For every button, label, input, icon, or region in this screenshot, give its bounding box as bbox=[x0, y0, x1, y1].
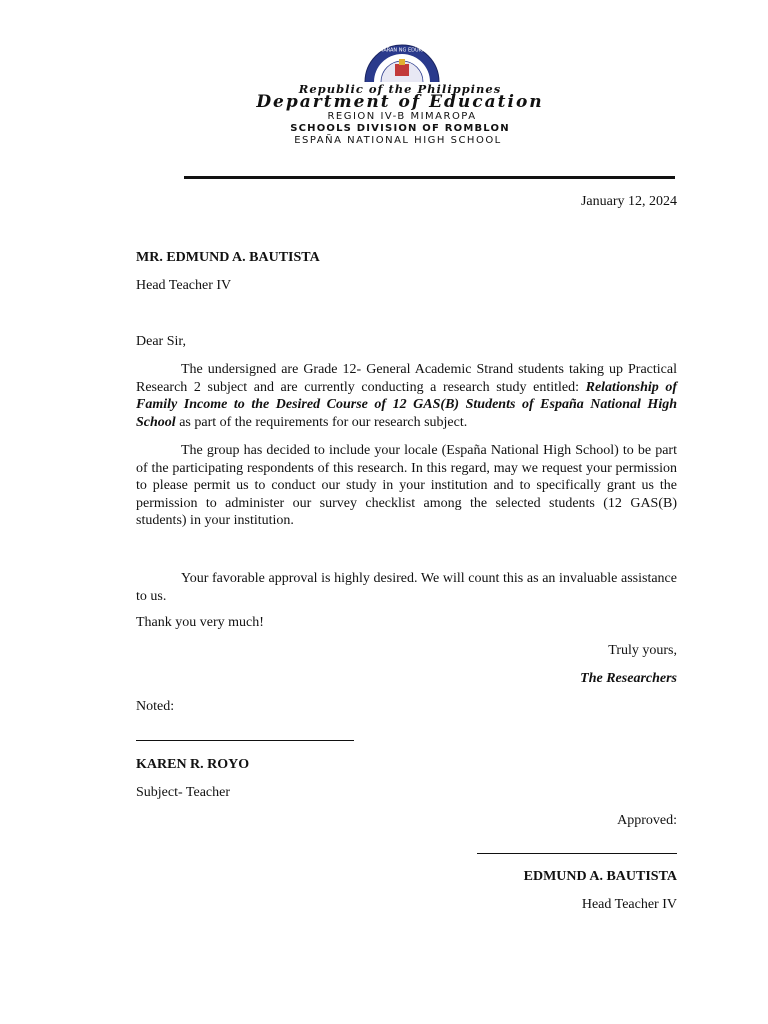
noted-label: Noted: bbox=[136, 699, 175, 714]
seal-text: KAGAWARAN NG EDUKASYON bbox=[365, 47, 439, 54]
approved-label: Approved: bbox=[617, 813, 677, 828]
region-line: REGION IV-B MIMAROPA bbox=[327, 111, 477, 122]
department-line: Department of Education bbox=[256, 92, 544, 112]
research-title: Relationship of Family Income to the Desired Course of 12 GAS(B) Students of España National High School bbox=[136, 379, 677, 430]
approved-name: EDMUND A. BAUTISTA bbox=[523, 869, 677, 884]
thanks-line: Thank you very much! bbox=[136, 615, 264, 630]
salutation: Dear Sir, bbox=[136, 334, 186, 349]
recipient-title: Head Teacher IV bbox=[136, 278, 232, 293]
school-line: ESPAÑA NATIONAL HIGH SCHOOL bbox=[294, 135, 502, 146]
noted-name: KAREN R. ROYO bbox=[136, 757, 250, 772]
header-divider bbox=[184, 176, 675, 179]
paragraph-3 bbox=[136, 570, 677, 605]
noted-title: Subject- Teacher bbox=[136, 785, 230, 800]
paragraph-2 bbox=[136, 442, 677, 530]
approved-title: Head Teacher IV bbox=[581, 897, 677, 912]
approved-signature-line bbox=[477, 853, 677, 854]
paragraph-1 bbox=[136, 361, 677, 431]
paragraph-2-text: The group has decided to include your locale (España National High School) to be part of the participating respondents of this research. In this regard, may we request your permission to please permit us to conduct our study in your institution and to specifically grant us the permission to administer our survey checklist among the selected students (12 GAS(B) students) in your institution. bbox=[136, 443, 677, 528]
paragraph-3-text: Your favorable approval is highly desired. We will count this as an invaluable assistance to us. bbox=[136, 571, 677, 604]
paragraph-1-start: The undersigned are Grade 12- General Academic Strand students taking up Practical Research 2 subject and are currently conducting a research study entitled: bbox=[136, 362, 677, 395]
letter-date: January 12, 2024 bbox=[580, 194, 677, 209]
sender: The Researchers bbox=[580, 671, 677, 686]
division-line: SCHOOLS DIVISION OF ROMBLON bbox=[290, 123, 510, 134]
deped-seal-logo bbox=[359, 42, 445, 82]
paragraph-1-end: as part of the requirements for our research subject. bbox=[175, 414, 468, 430]
closing: Truly yours, bbox=[608, 643, 677, 658]
republic-line: Republic of the Philippines bbox=[298, 82, 502, 96]
recipient-name: MR. EDMUND A. BAUTISTA bbox=[136, 250, 320, 265]
noted-signature-line bbox=[136, 740, 354, 741]
